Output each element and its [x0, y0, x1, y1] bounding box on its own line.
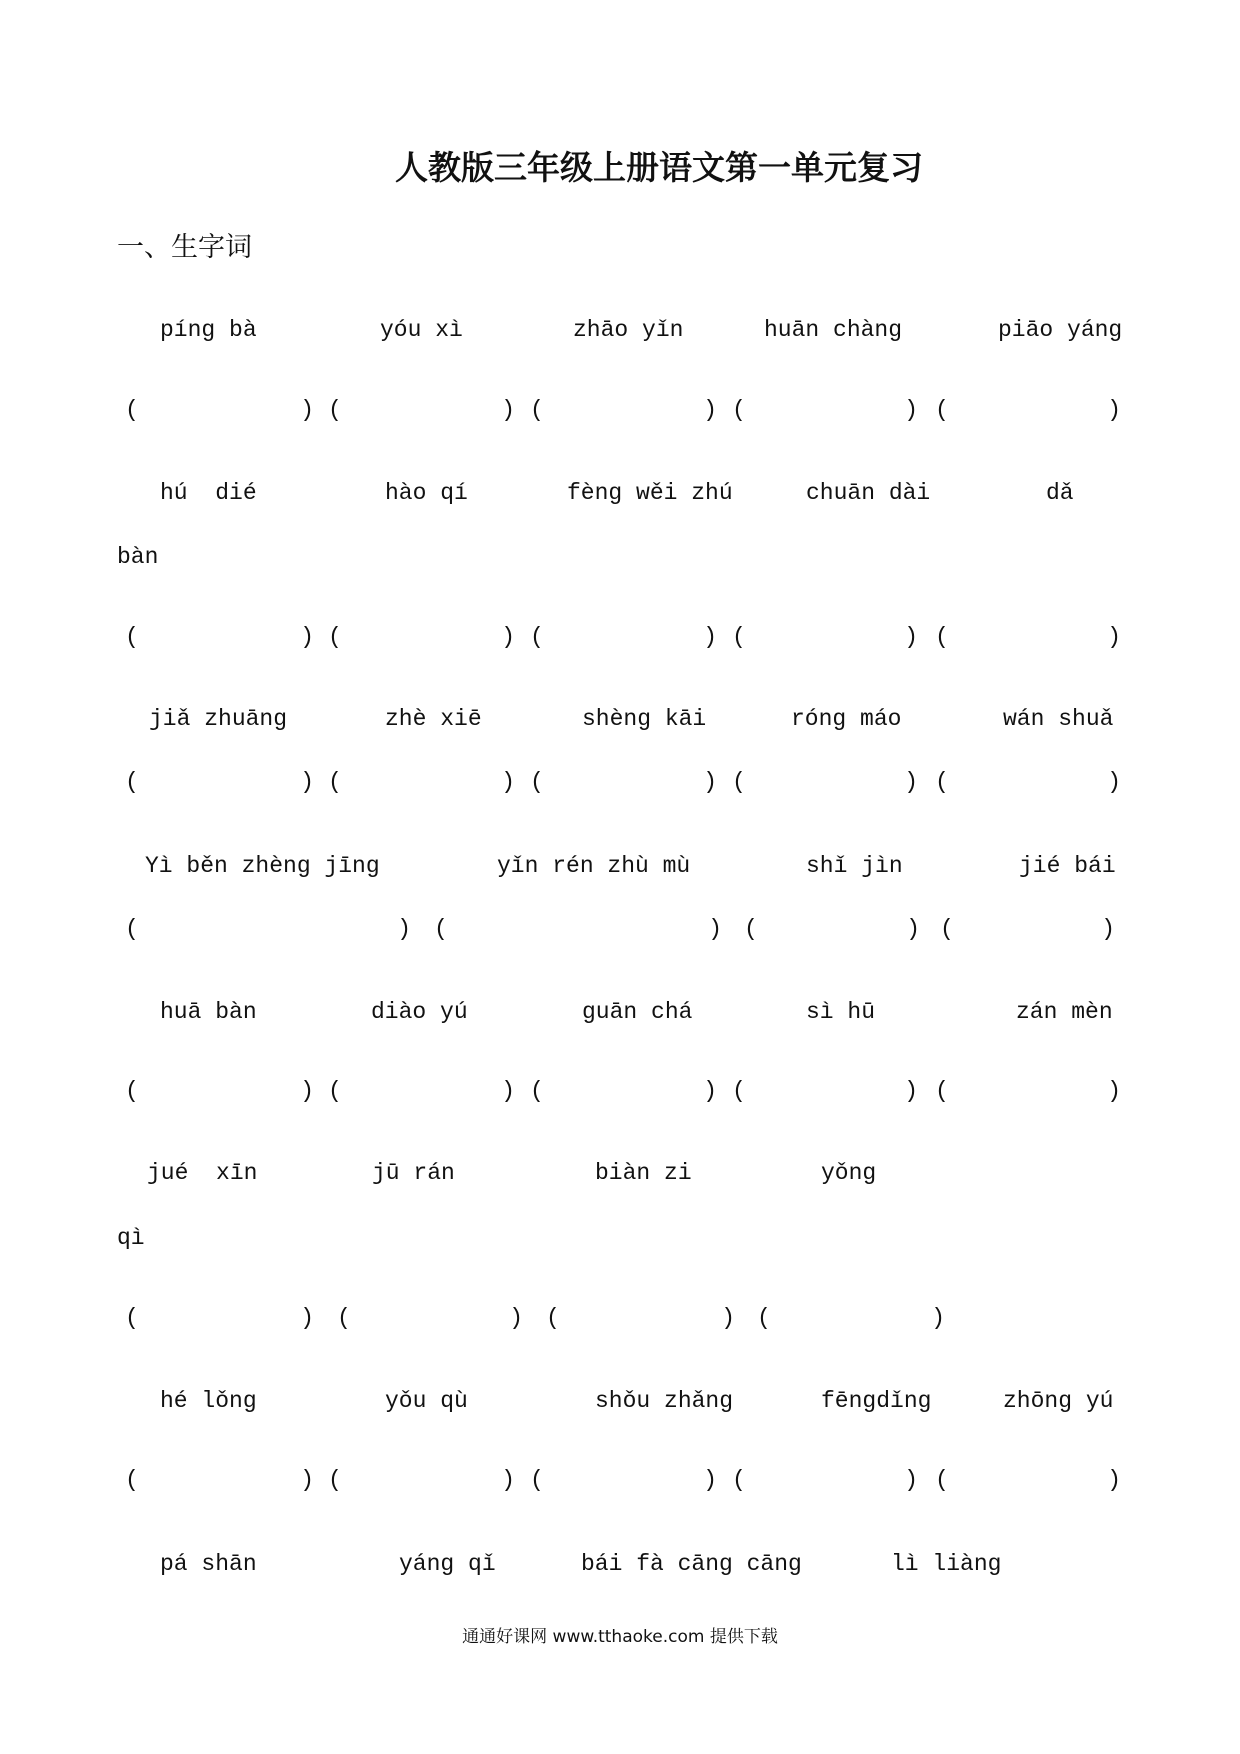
pinyin-word: qì: [117, 1225, 145, 1251]
open-paren: (: [125, 1078, 139, 1104]
close-paren: ): [300, 624, 314, 650]
close-paren: ): [1107, 1078, 1121, 1104]
pinyin-word: fèng wěi zhú: [567, 480, 733, 506]
answer-blank: [935, 769, 1121, 795]
pinyin-word: píng bà: [160, 317, 257, 343]
answer-blank: [935, 624, 1121, 650]
open-paren: (: [125, 1467, 139, 1493]
pinyin-word: guān chá: [582, 999, 693, 1025]
open-paren: (: [935, 624, 949, 650]
open-paren: (: [328, 397, 342, 423]
answer-blank: [732, 769, 918, 795]
close-paren: ): [509, 1305, 523, 1331]
close-paren: ): [397, 916, 411, 942]
close-paren: ): [904, 397, 918, 423]
answer-blank: [530, 1467, 717, 1493]
close-paren: ): [703, 769, 717, 795]
open-paren: (: [935, 397, 949, 423]
answer-blank: [757, 1305, 945, 1331]
answer-blank: [530, 1078, 717, 1104]
close-paren: ): [1107, 1467, 1121, 1493]
open-paren: (: [935, 769, 949, 795]
answer-blank: [125, 624, 314, 650]
pinyin-word: yóu xì: [380, 317, 463, 343]
pinyin-word: lì liàng: [891, 1551, 1002, 1577]
answer-blank: [530, 624, 717, 650]
answer-blank: [530, 397, 717, 423]
pinyin-word: dǎ: [1046, 480, 1074, 506]
open-paren: (: [744, 916, 758, 942]
open-paren: (: [328, 769, 342, 795]
pinyin-word: diào yú: [371, 999, 468, 1025]
answer-blank: [125, 1305, 314, 1331]
pinyin-word: jū rán: [372, 1160, 455, 1186]
pinyin-word: shèng kāi: [582, 706, 707, 732]
answer-blank: [732, 1467, 918, 1493]
pinyin-word: huān chàng: [764, 317, 903, 343]
close-paren: ): [1107, 624, 1121, 650]
close-paren: ): [703, 397, 717, 423]
close-paren: ): [904, 1078, 918, 1104]
answer-blank: [125, 1467, 314, 1493]
answer-blank: [125, 397, 314, 423]
open-paren: (: [732, 624, 746, 650]
pinyin-word: sì hū: [806, 999, 876, 1025]
answer-blank: [434, 916, 722, 942]
answer-blank: [732, 624, 918, 650]
open-paren: (: [757, 1305, 771, 1331]
pinyin-word: hú dié: [160, 480, 257, 506]
open-paren: (: [125, 1305, 139, 1331]
close-paren: ): [904, 1467, 918, 1493]
open-paren: (: [328, 1467, 342, 1493]
open-paren: (: [530, 1078, 544, 1104]
pinyin-word: zán mèn: [1016, 999, 1113, 1025]
open-paren: (: [732, 1078, 746, 1104]
close-paren: ): [501, 1078, 515, 1104]
open-paren: (: [530, 397, 544, 423]
answer-blank: [125, 1078, 314, 1104]
pinyin-word: hào qí: [385, 480, 468, 506]
pinyin-word: biàn zi: [595, 1160, 692, 1186]
pinyin-word: yǐn rén zhù mù: [497, 853, 691, 879]
open-paren: (: [125, 769, 139, 795]
answer-blank: [744, 916, 920, 942]
pinyin-word: zhè xiē: [385, 706, 482, 732]
close-paren: ): [904, 769, 918, 795]
pinyin-word: yǒu qù: [385, 1388, 468, 1414]
close-paren: ): [906, 916, 920, 942]
answer-blank: [935, 1467, 1121, 1493]
pinyin-word: jié bái: [1019, 853, 1116, 879]
open-paren: (: [935, 1078, 949, 1104]
close-paren: ): [703, 1078, 717, 1104]
section-heading: 一、生字词: [117, 232, 252, 263]
answer-blank: [732, 397, 918, 423]
open-paren: (: [935, 1467, 949, 1493]
open-paren: (: [530, 1467, 544, 1493]
close-paren: ): [501, 624, 515, 650]
close-paren: ): [1101, 916, 1115, 942]
pinyin-word: wán shuǎ: [1003, 706, 1114, 732]
pinyin-word: shǐ jìn: [806, 853, 903, 879]
open-paren: (: [337, 1305, 351, 1331]
answer-blank: [328, 397, 515, 423]
close-paren: ): [931, 1305, 945, 1331]
pinyin-word: zhōng yú: [1003, 1388, 1114, 1414]
pinyin-word: jué xīn: [147, 1160, 258, 1186]
answer-blank: [328, 769, 515, 795]
pinyin-word: zhāo yǐn: [573, 317, 684, 343]
answer-blank: [732, 1078, 918, 1104]
pinyin-word: jiǎ zhuāng: [149, 706, 288, 732]
close-paren: ): [300, 769, 314, 795]
pinyin-word: yǒng: [821, 1160, 877, 1186]
answer-blank: [935, 1078, 1121, 1104]
answer-blank: [328, 624, 515, 650]
pinyin-word: róng máo: [791, 706, 902, 732]
answer-blank: [546, 1305, 735, 1331]
pinyin-word: pá shān: [160, 1551, 257, 1577]
answer-blank: [125, 916, 411, 942]
open-paren: (: [732, 397, 746, 423]
page-title: 人教版三年级上册语文第一单元复习: [395, 148, 923, 187]
answer-blank: [940, 916, 1115, 942]
open-paren: (: [732, 1467, 746, 1493]
close-paren: ): [300, 1467, 314, 1493]
pinyin-word: bái fà cāng cāng: [581, 1551, 802, 1577]
pinyin-word: fēngdǐng: [821, 1388, 932, 1414]
open-paren: (: [940, 916, 954, 942]
close-paren: ): [721, 1305, 735, 1331]
pinyin-word: shǒu zhǎng: [595, 1388, 734, 1414]
open-paren: (: [328, 624, 342, 650]
open-paren: (: [546, 1305, 560, 1331]
answer-blank: [337, 1305, 523, 1331]
open-paren: (: [530, 624, 544, 650]
pinyin-word: yáng qǐ: [399, 1551, 496, 1577]
open-paren: (: [732, 769, 746, 795]
pinyin-word: piāo yáng: [998, 317, 1123, 343]
close-paren: ): [300, 1078, 314, 1104]
close-paren: ): [1107, 397, 1121, 423]
close-paren: ): [703, 624, 717, 650]
close-paren: ): [708, 916, 722, 942]
open-paren: (: [125, 397, 139, 423]
answer-blank: [125, 769, 314, 795]
pinyin-word: huā bàn: [160, 999, 257, 1025]
open-paren: (: [125, 624, 139, 650]
open-paren: (: [125, 916, 139, 942]
close-paren: ): [703, 1467, 717, 1493]
answer-blank: [530, 769, 717, 795]
pinyin-word: hé lǒng: [160, 1388, 257, 1414]
open-paren: (: [434, 916, 448, 942]
open-paren: (: [328, 1078, 342, 1104]
close-paren: ): [501, 397, 515, 423]
answer-blank: [328, 1467, 515, 1493]
answer-blank: [328, 1078, 515, 1104]
close-paren: ): [904, 624, 918, 650]
close-paren: ): [501, 1467, 515, 1493]
page-footer: 通通好课网 www.tthaoke.com 提供下载: [462, 1627, 778, 1647]
close-paren: ): [1107, 769, 1121, 795]
pinyin-word: chuān dài: [806, 480, 931, 506]
close-paren: ): [300, 397, 314, 423]
close-paren: ): [501, 769, 515, 795]
pinyin-word: bàn: [117, 544, 159, 570]
pinyin-word: Yì běn zhèng jīng: [145, 853, 380, 879]
close-paren: ): [300, 1305, 314, 1331]
answer-blank: [935, 397, 1121, 423]
open-paren: (: [530, 769, 544, 795]
